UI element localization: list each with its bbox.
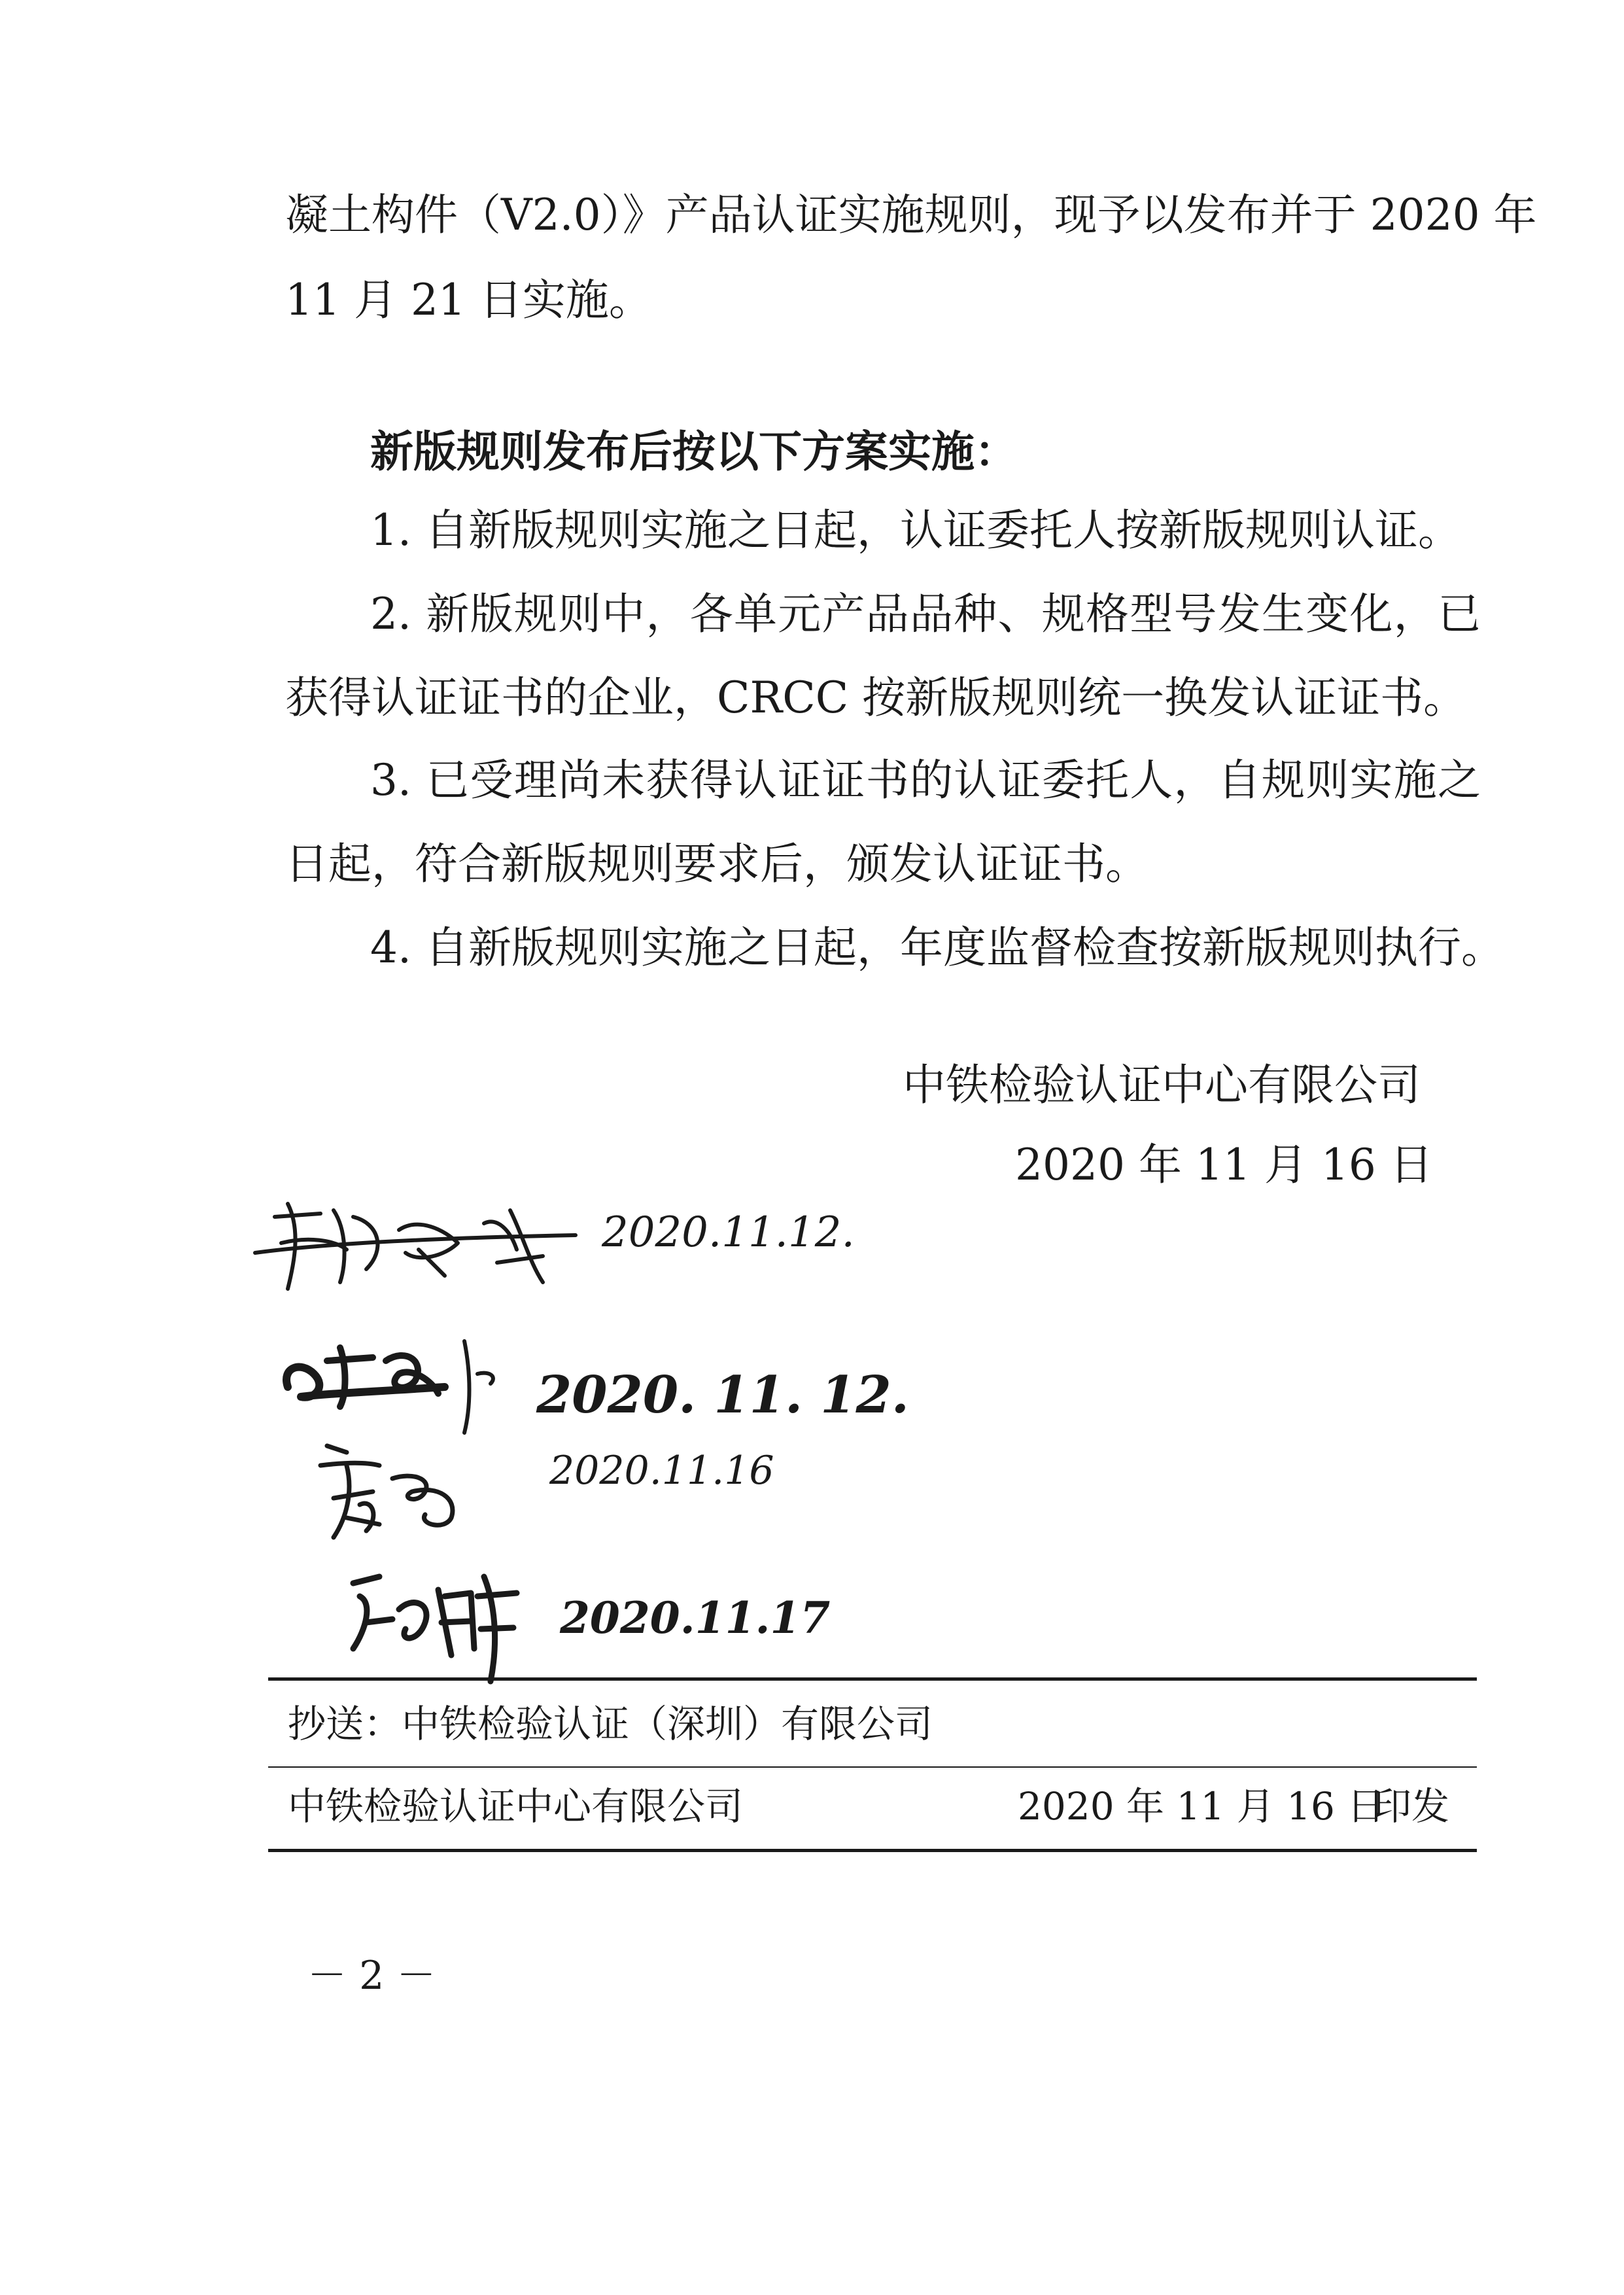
intro-line-2: 11 月 21 日实施。 [285, 275, 652, 325]
list-item-2-line-2: 获得认证证书的企业，CRCC 按新版规则统一换发认证证书。 [285, 673, 1467, 723]
handwritten-signature-4-date: 2020.11.17 [560, 1592, 831, 1643]
footer-top-rule [268, 1677, 1477, 1681]
list-item-4: 4. 自新版规则实施之日起，年度监督检查按新版规则执行。 [370, 922, 1504, 973]
footer-middle-rule [268, 1766, 1477, 1768]
handwritten-signature-2 [275, 1322, 510, 1439]
section-heading: 新版规则发布后按以下方案实施： [370, 427, 1018, 477]
page-number: － 2 － [307, 1953, 436, 1999]
signature-organization: 中铁检验认证中心有限公司 [903, 1060, 1421, 1110]
list-item-3-line-2: 日起，符合新版规则要求后，颁发认证证书。 [285, 839, 1149, 889]
list-item-2-line-1: 2. 新版规则中，各单元产品品种、规格型号发生变化，已 [370, 589, 1481, 639]
handwritten-signature-3 [307, 1426, 477, 1550]
footer-cc: 抄送：中铁检验认证（深圳）有限公司 [288, 1702, 933, 1746]
handwritten-signature-4 [340, 1557, 530, 1688]
footer-bottom-rule [268, 1849, 1477, 1852]
footer-issuer: 中铁检验认证中心有限公司 [288, 1784, 744, 1829]
intro-line-1: 凝土构件（V2.0）》产品认证实施规则，现予以发布并于 2020 年 [285, 190, 1537, 240]
signature-date: 2020 年 11 月 16 日 [1015, 1140, 1433, 1190]
list-item-1: 1. 自新版规则实施之日起，认证委托人按新版规则认证。 [370, 505, 1461, 555]
handwritten-signature-2-date: 2020. 11. 12. [536, 1365, 909, 1425]
footer-issue-date: 2020 年 11 月 16 日 [1018, 1784, 1385, 1829]
handwritten-signature-3-date: 2020.11.16 [549, 1448, 774, 1494]
handwritten-signature-1-date: 2020.11.12. [602, 1208, 855, 1257]
list-item-3-line-1: 3. 已受理尚未获得认证证书的认证委托人，自规则实施之 [370, 755, 1481, 805]
footer-issue-label: 印发 [1373, 1784, 1450, 1829]
handwritten-signature-1 [249, 1191, 589, 1302]
